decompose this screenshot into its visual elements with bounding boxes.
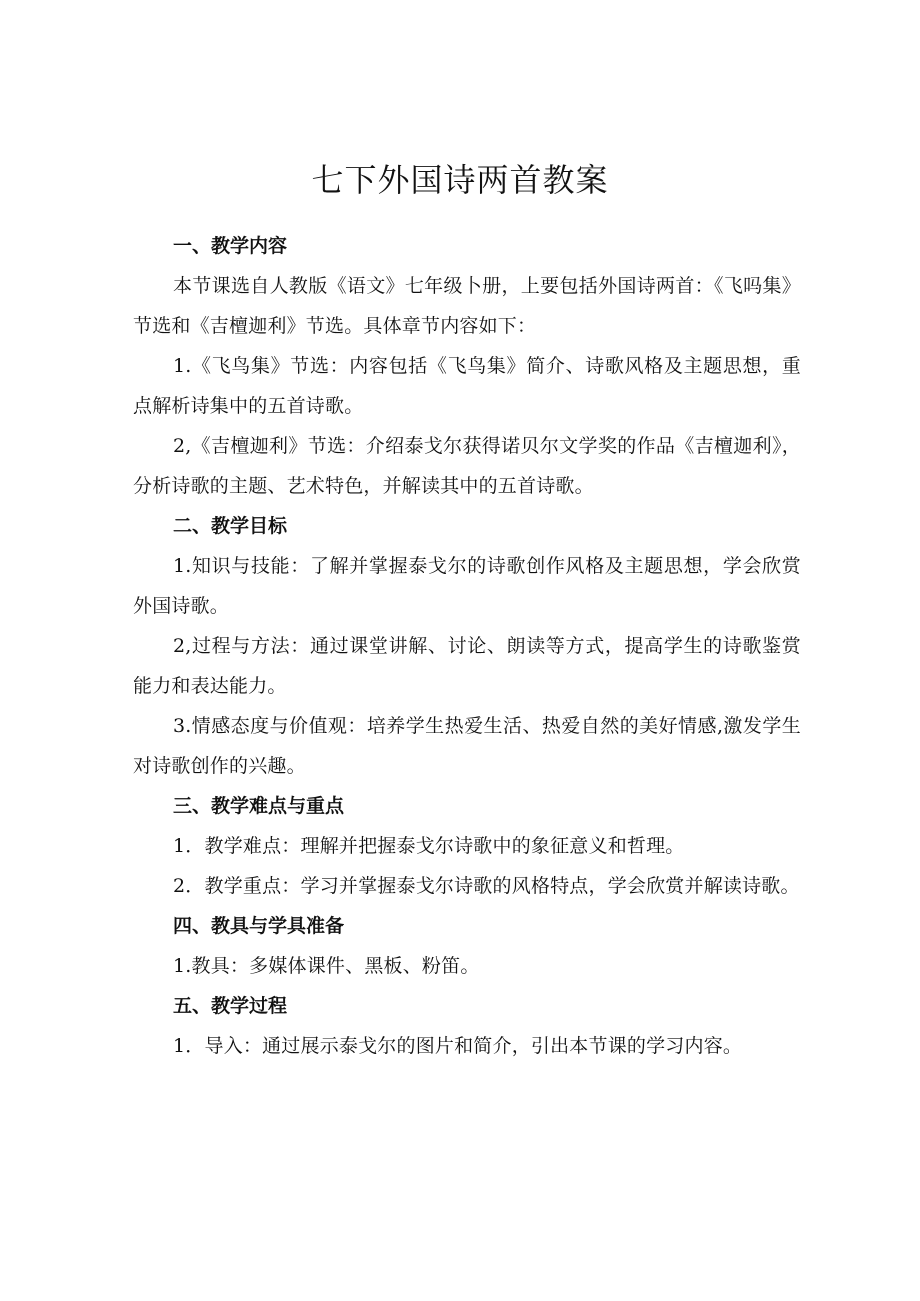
section-teaching-content: [133, 226, 801, 506]
section-teaching-goals: [133, 506, 801, 786]
section-heading: 五、教学过程: [173, 995, 288, 1017]
paragraph: 2,过程与方法：通过课堂讲解、讨论、朗读等方式，提高学生的诗歌鉴赏能力和表达能力。: [133, 635, 801, 697]
section-teaching-aids: [133, 906, 801, 986]
paragraph: 本节课选自人教版《语文》七年级卜册，上要包括外国诗两首：《飞吗集》节选和《吉檀迦利》节选。具体章节内容如下：: [133, 275, 801, 337]
section-heading: 四、教具与学具准备: [173, 915, 345, 937]
paragraph: 1.《飞鸟集》节选：内容包括《飞鸟集》简介、诗歌风格及主题思想，重点解析诗集中的五首诗歌。: [133, 355, 801, 417]
paragraph: 2,《吉檀迦利》节选：介绍泰戈尔获得诺贝尔文学奖的作品《吉檀迦利》，分析诗歌的主题、艺术特色，并解读其中的五首诗歌。: [133, 435, 801, 497]
section-heading: 二、教学目标: [173, 515, 288, 537]
document-body: [133, 226, 801, 1066]
paragraph: 1．导入：通过展示泰戈尔的图片和简介，引出本节课的学习内容。: [173, 1035, 743, 1057]
paragraph: 1.知识与技能：了解并掌握泰戈尔的诗歌创作风格及主题思想，学会欣赏外国诗歌。: [133, 555, 801, 617]
paragraph: 3.情感态度与价值观：培养学生热爱生活、热爱自然的美好情感,激发学生对诗歌创作的兴趣。: [133, 715, 801, 777]
section-difficulties-and-key-points: [133, 786, 801, 906]
paragraph: 1．教学难点：理解并把握泰戈尔诗歌中的象征意义和哲理。: [173, 835, 685, 857]
section-heading: 一、教学内容: [173, 235, 288, 257]
paragraph: 1.教具：多媒体课件、黑板、粉笛。: [173, 955, 480, 977]
section-heading: 三、教学难点与重点: [173, 795, 345, 817]
document-title: 七下外国诗两首教案: [311, 161, 609, 199]
section-teaching-process: [133, 986, 801, 1066]
paragraph: 2．教学重点：学习并掌握泰戈尔诗歌的风格特点，学会欣赏并解读诗歌。: [173, 875, 800, 897]
